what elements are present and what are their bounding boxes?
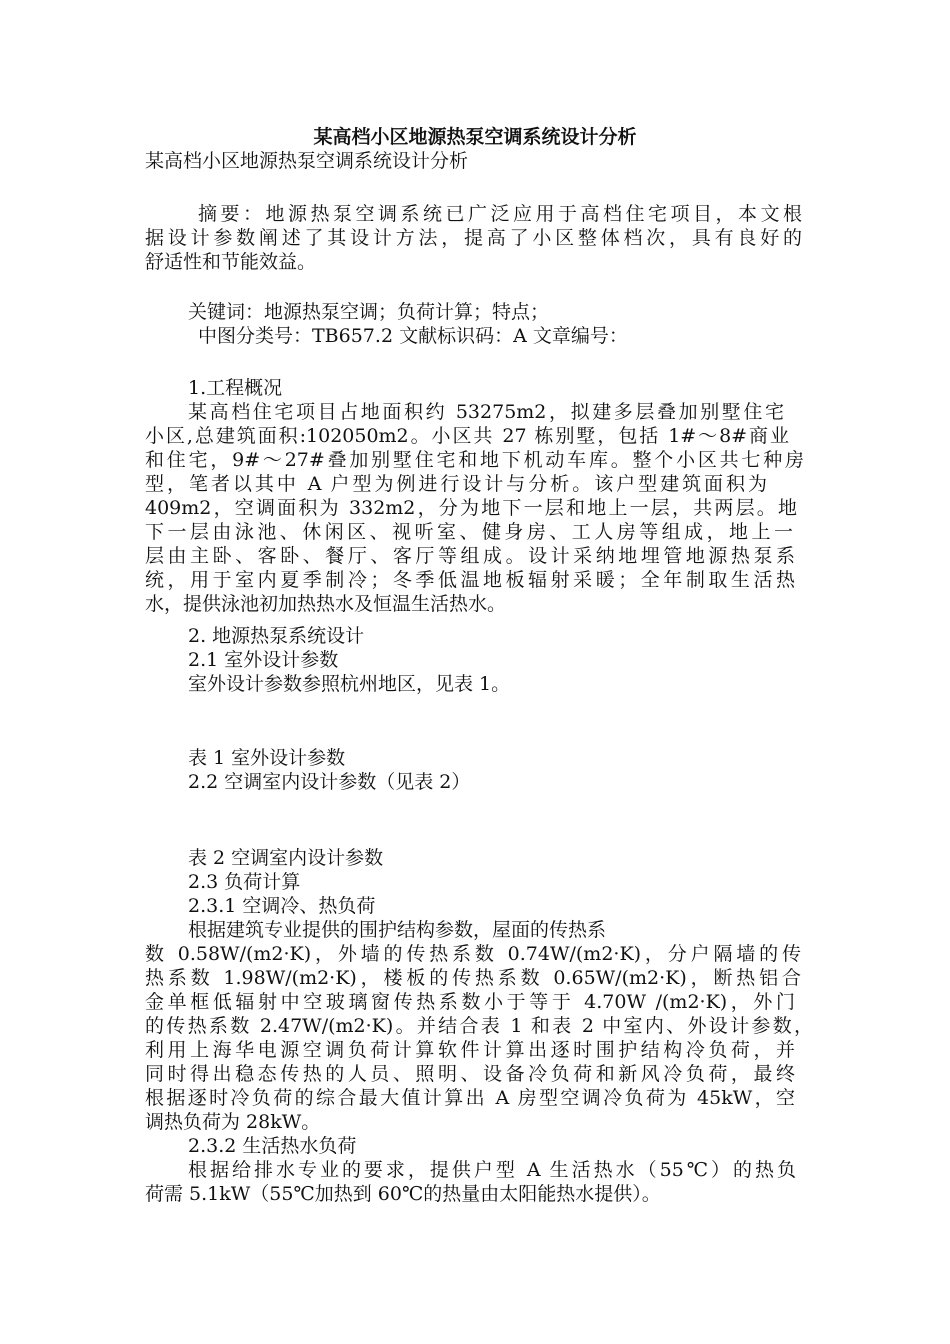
- paragraph-line: 型，笔者以其中 A 户型为例进行设计与分析。该户型建筑面积为: [145, 473, 767, 495]
- paragraph-line: 的传热系数 2.47W/(m2·K)。并结合表 1 和表 2 中室内、外设计参数，: [145, 1015, 813, 1037]
- paragraph-line: 室外设计参数参照杭州地区，见表 1。: [188, 673, 511, 695]
- classification-line: 中图分类号：TB657.2 文献标识码：A 文章编号：: [198, 325, 628, 347]
- paragraph-line: 根据逐时冷负荷的综合最大值计算出 A 房型空调冷负荷为 45kW，空: [145, 1087, 795, 1109]
- table-caption-2: 表 2 空调室内设计参数: [188, 847, 384, 869]
- paragraph-line: 409m2，空调面积为 332m2，分为地下一层和地上一层，共两层。地: [145, 497, 797, 519]
- subtitle-line: 某高档小区地源热泵空调系统设计分析: [145, 150, 469, 172]
- paragraph-line: 统，用于室内夏季制冷；冬季低温地板辐射采暖；全年制取生活热: [145, 569, 795, 591]
- section-heading-2: 2. 地源热泵系统设计: [188, 625, 365, 647]
- keywords-line: 关键词：地源热泵空调；负荷计算；特点；: [188, 301, 550, 323]
- paragraph-line: 金单框低辐射中空玻璃窗传热系数小于等于 4.70W /(m2·K)，外门: [145, 991, 795, 1013]
- paragraph-line: 根据建筑专业提供的围护结构参数，屋面的传热系: [188, 919, 607, 941]
- paragraph-line: 某高档住宅项目占地面积约 53275m2，拟建多层叠加别墅住宅: [188, 401, 784, 423]
- paragraph-line: 层由主卧、客卧、餐厅、客厅等组成。设计采纳地埋管地源热泵系: [145, 545, 795, 567]
- paragraph-line: 小区,总建筑面积:102050m2。小区共 27 栋别墅，包括 1#～8#商业: [145, 425, 789, 447]
- paragraph-line: 利用上海华电源空调负荷计算软件计算出逐时围护结构冷负荷，并: [145, 1039, 795, 1061]
- section-heading-2-1: 2.1 室外设计参数: [188, 649, 339, 671]
- abstract-line-1: 摘要：地源热泵空调系统已广泛应用于高档住宅项目，本文根: [198, 203, 802, 225]
- table-caption-1: 表 1 室外设计参数: [188, 747, 346, 769]
- paragraph-line: 和住宅，9#～27#叠加别墅住宅和地下机动车库。整个小区共七种房: [145, 449, 804, 471]
- paragraph-line: 调热负荷为 28kW。: [145, 1111, 321, 1133]
- paragraph-line: 水，提供泳池初加热热水及恒温生活热水。: [145, 593, 507, 615]
- paragraph-line: 荷需 5.1kW（55℃加热到 60℃的热量由太阳能热水提供）。: [145, 1183, 661, 1205]
- paragraph-line: 热系数 1.98W/(m2·K)，楼板的传热系数 0.65W/(m2·K)，断热铝合: [145, 967, 801, 989]
- paragraph-line: 下一层由泳池、休闲区、视听室、健身房、工人房等组成，地上一: [145, 521, 793, 543]
- section-heading-2-2: 2.2 空调室内设计参数（见表 2）: [188, 771, 471, 793]
- abstract-line-2: 据设计参数阐述了其设计方法，提高了小区整体档次，具有良好的: [145, 227, 802, 249]
- paragraph-line: 根据给排水专业的要求，提供户型 A 生活热水（55℃）的热负: [188, 1159, 796, 1181]
- abstract-line-3: 舒适性和节能效益。: [145, 251, 317, 273]
- document-title: 某高档小区地源热泵空调系统设计分析: [313, 126, 637, 148]
- paragraph-line: 数 0.58W/(m2·K)，外墙的传热系数 0.74W/(m2·K)，分户隔墙的传: [145, 943, 801, 965]
- section-heading-1: 1.工程概况: [188, 377, 283, 399]
- section-heading-2-3-2: 2.3.2 生活热水负荷: [188, 1135, 357, 1157]
- section-heading-2-3: 2.3 负荷计算: [188, 871, 301, 893]
- section-heading-2-3-1: 2.3.1 空调冷、热负荷: [188, 895, 376, 917]
- paragraph-line: 同时得出稳态传热的人员、照明、设备冷负荷和新风冷负荷，最终: [145, 1063, 795, 1085]
